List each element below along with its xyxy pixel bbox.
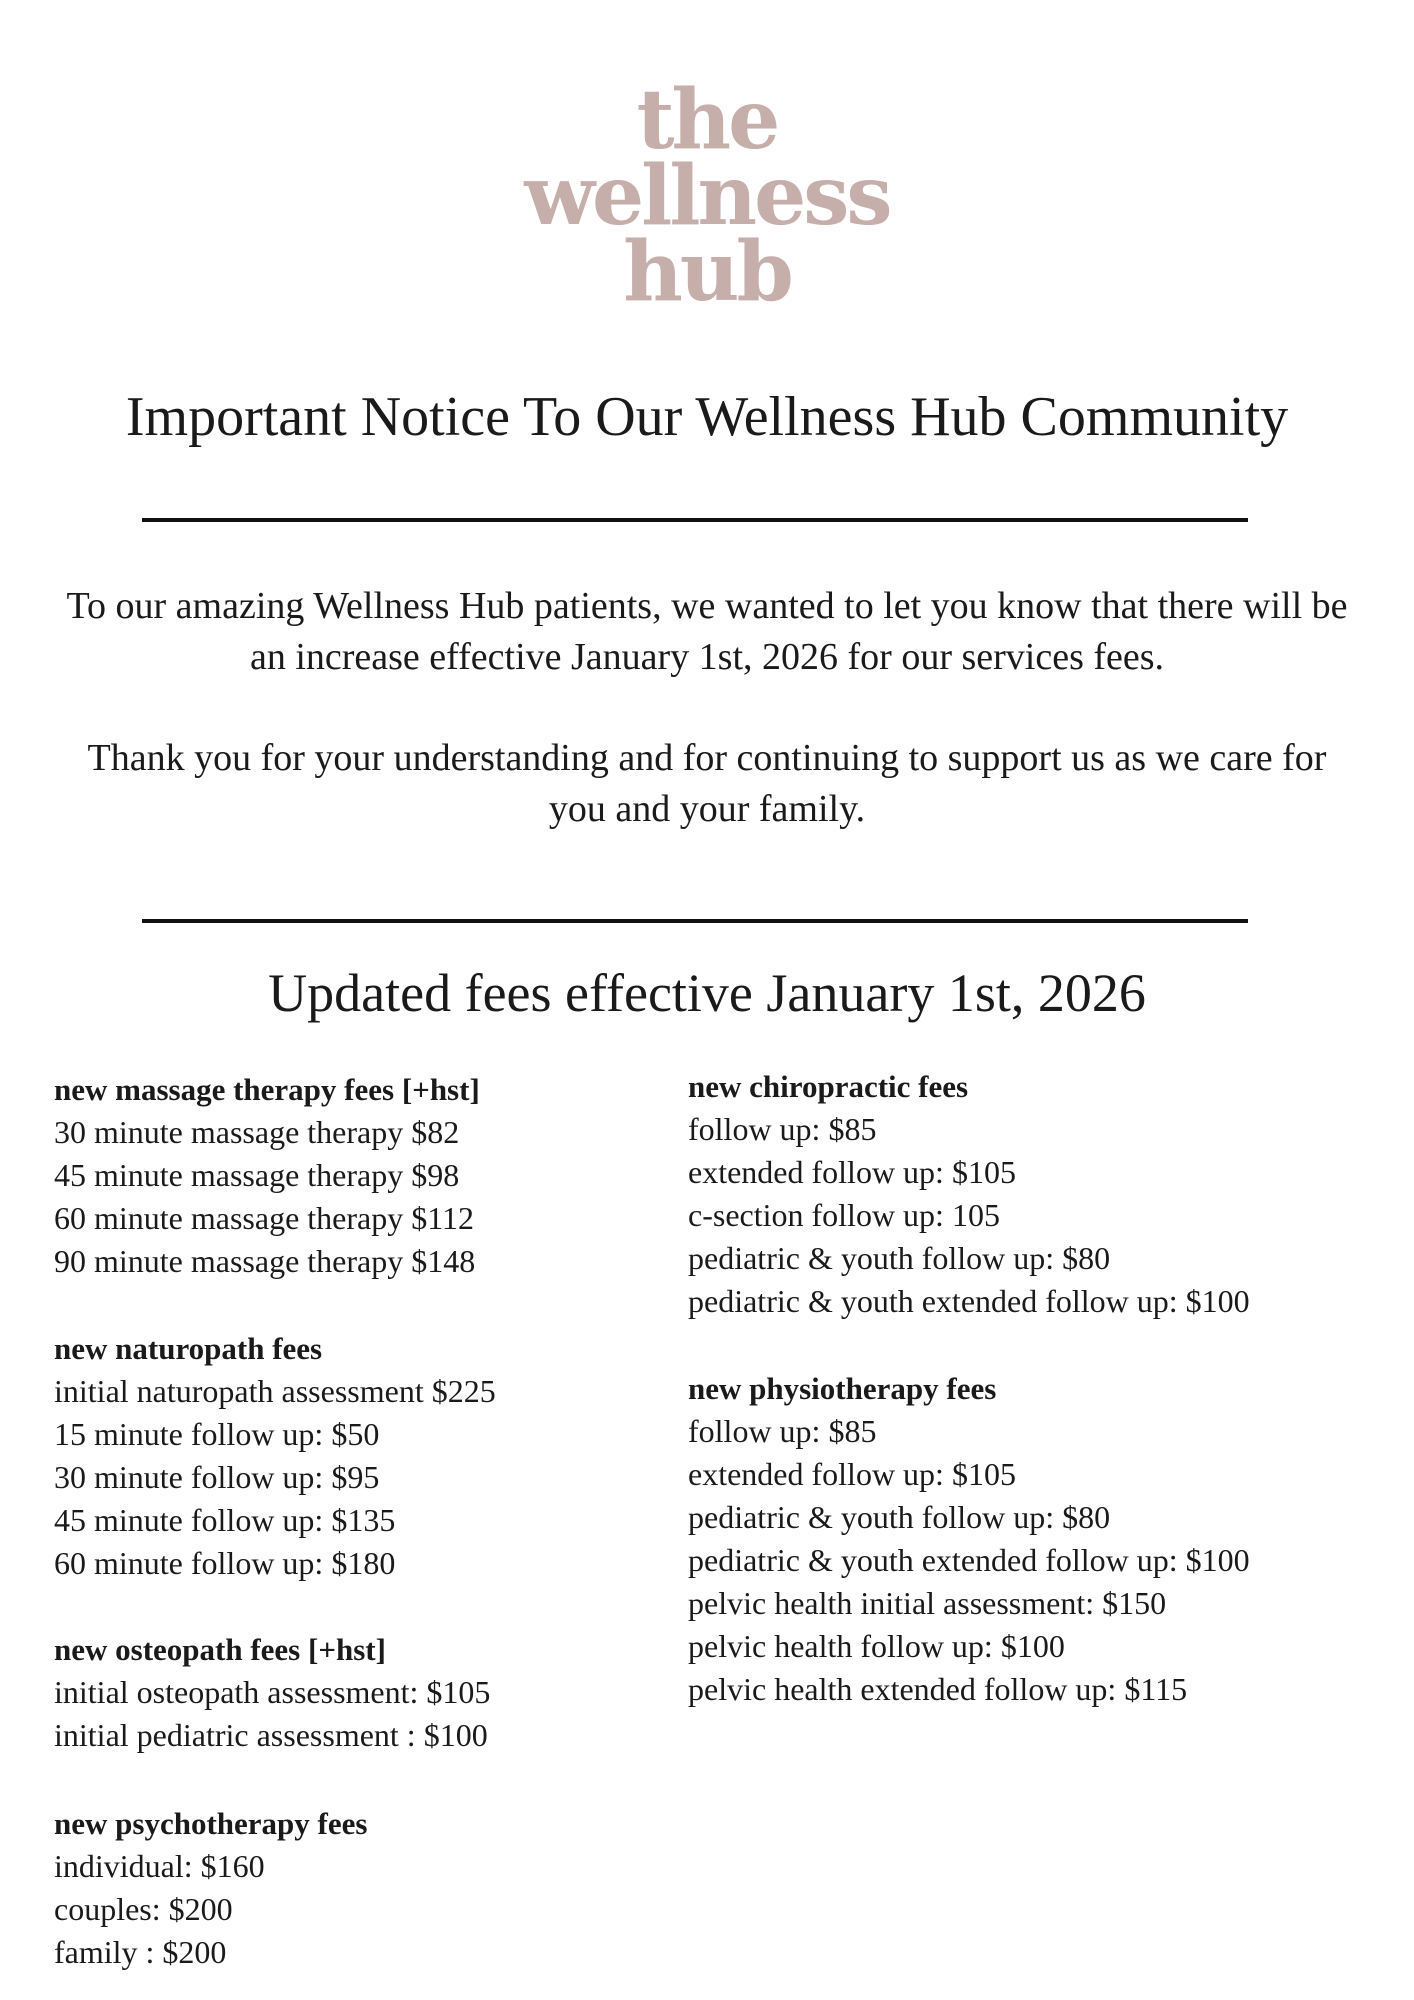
logo-line-wellness: wellness [524,148,890,244]
thank-you-paragraph: Thank you for your understanding and for continuing to support us as we care for you and your family. [87,737,1327,830]
fee-item: pediatric & youth follow up: $80 [688,1499,1111,1535]
intro-paragraph: To our amazing Wellness Hub patients, we wanted to let you know that there will be an increase effective January 1st, 2026 for our services fees. [66,585,1348,678]
fee-item: pelvic health extended follow up: $115 [688,1671,1188,1707]
chiropractic-fees [688,1065,1250,1323]
fee-item: pelvic health follow up: $100 [688,1628,1065,1664]
fee-item: 60 minute massage therapy $112 [54,1200,475,1236]
osteopath-fees [54,1628,490,1757]
fee-item: pediatric & youth extended follow up: $100 [688,1542,1250,1578]
fee-item: 45 minute follow up: $135 [54,1502,396,1538]
naturopath-fees [54,1327,496,1585]
fee-item: 90 minute massage therapy $148 [54,1243,476,1279]
fee-item: initial naturopath assessment $225 [54,1373,496,1409]
section-heading: new osteopath fees [+hst] [54,1632,386,1667]
fee-item: 30 minute massage therapy $82 [54,1114,460,1150]
physiotherapy-fees [688,1367,1250,1711]
fee-item: 30 minute follow up: $95 [54,1459,380,1495]
fee-item: pediatric & youth follow up: $80 [688,1240,1111,1276]
fee-item: individual: $160 [54,1848,265,1884]
section-heading: new naturopath fees [54,1331,323,1366]
section-heading: new physiotherapy fees [688,1371,997,1406]
fee-item: pediatric & youth extended follow up: $100 [688,1283,1250,1319]
fee-item: extended follow up: $105 [688,1456,1016,1492]
wellness-hub-logo [0,72,1414,320]
fee-item: c-section follow up: 105 [688,1197,1000,1233]
section-heading: new chiropractic fees [688,1069,969,1104]
fee-item: couples: $200 [54,1891,233,1927]
bottom-divider [142,919,1248,923]
fee-item: initial pediatric assessment : $100 [54,1717,488,1753]
fee-item: 60 minute follow up: $180 [54,1545,396,1581]
section-heading: new psychotherapy fees [54,1806,368,1841]
fees-title: Updated fees effective January 1st, 2026 [268,963,1146,1023]
fee-item: pelvic health initial assessment: $150 [688,1585,1167,1621]
logo-line-hub: hub [623,224,791,320]
fee-item: follow up: $85 [688,1413,877,1449]
top-divider [142,518,1248,522]
fee-item: follow up: $85 [688,1111,877,1147]
logo-line-the: the [636,72,778,168]
fee-item: 45 minute massage therapy $98 [54,1157,460,1193]
page-title: Important Notice To Our Wellness Hub Community [125,386,1289,448]
fee-item: initial osteopath assessment: $105 [54,1674,491,1710]
psychotherapy-fees [54,1802,367,1974]
section-heading: new massage therapy fees [+hst] [54,1072,480,1107]
fee-item: 15 minute follow up: $50 [54,1416,380,1452]
fee-item: extended follow up: $105 [688,1154,1016,1190]
massage-therapy-fees [54,1068,480,1283]
fee-item: family : $200 [54,1934,227,1970]
